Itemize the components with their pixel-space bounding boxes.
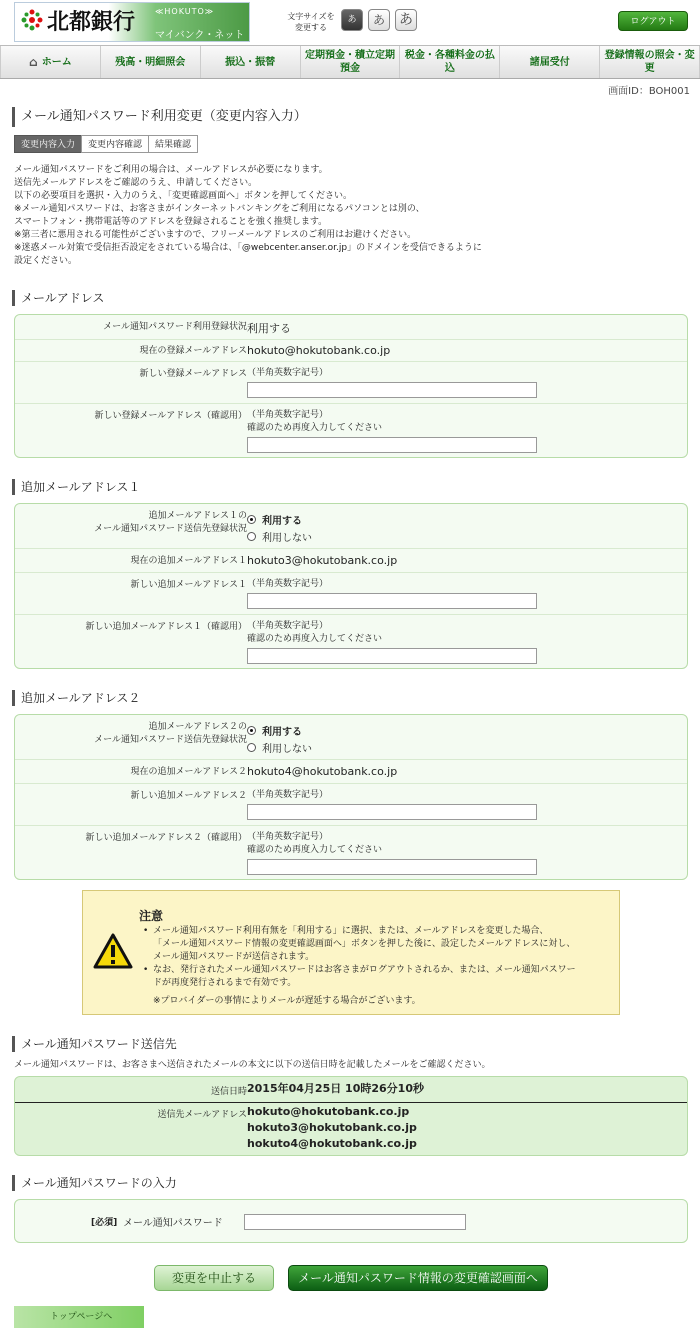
section-title-mail: メールアドレス xyxy=(12,290,104,306)
intro-line: 送信先メールアドレスをご確認のうえ、申請してください。 xyxy=(14,178,258,188)
add1-new-input[interactable] xyxy=(247,593,537,609)
nav-home[interactable] xyxy=(0,46,101,78)
radio-selected-icon xyxy=(247,726,256,735)
nav-balance[interactable]: 残高・明細照会 xyxy=(101,46,201,78)
add1-status-label-line1: 追加メールアドレス１の xyxy=(148,511,247,521)
bank-name: 北都銀行 xyxy=(47,9,136,35)
bank-logo-mark-icon xyxy=(21,9,43,31)
intro-text xyxy=(14,164,686,268)
mail-current-label: 現在の登録メールアドレス xyxy=(139,346,247,356)
add1-new-hint: （半角英数字記号） xyxy=(247,579,329,589)
home-icon: ⌂ xyxy=(29,54,38,69)
mail-new-hint: （半角英数字記号） xyxy=(247,368,329,378)
mail-status-label: メール通知パスワード利用登録状況 xyxy=(103,322,247,332)
notice-item xyxy=(143,964,613,990)
intro-line: ※メール通知パスワードは、お客さまがインターネットバンキングをご利用になるパソコンとは別の、 xyxy=(14,204,425,214)
font-size-label: 文字サイズを変更する xyxy=(287,12,335,32)
font-size-small-button[interactable]: あ xyxy=(341,9,363,31)
warning-icon xyxy=(93,933,133,969)
password-box xyxy=(14,1199,688,1243)
bank-logo[interactable] xyxy=(14,2,250,42)
add1-radio-use-label: 利用する xyxy=(262,516,302,527)
add2-radio-nouse-label: 利用しない xyxy=(262,744,312,755)
notice-box xyxy=(82,890,620,1015)
add1-new-label: 新しい追加メールアドレス１ xyxy=(130,580,247,590)
add2-confirm-note: 確認のため再度入力してください xyxy=(247,845,383,855)
mail-confirm-label: 新しい登録メールアドレス（確認用） xyxy=(94,411,247,421)
mail-new-input[interactable] xyxy=(247,382,537,398)
add2-radio-use[interactable] xyxy=(247,723,302,738)
nav-home-label: ホーム xyxy=(41,56,72,68)
intro-line: 以下の必要項目を選択・入力のうえ、「変更確認画面へ」ボタンを押してください。 xyxy=(14,191,353,201)
cancel-button[interactable]: 変更を中止する xyxy=(154,1265,274,1291)
nav-transfer[interactable]: 振込・振替 xyxy=(201,46,301,78)
add1-confirm-label: 新しい追加メールアドレス１（確認用） xyxy=(85,622,247,632)
add2-radio-nouse[interactable] xyxy=(247,740,312,755)
add2-box xyxy=(14,714,688,880)
step-indicator xyxy=(14,135,197,153)
send-info-box xyxy=(14,1076,688,1156)
add2-new-label: 新しい追加メールアドレス２ xyxy=(130,791,247,801)
add2-new-hint: （半角英数字記号） xyxy=(247,790,329,800)
font-size-medium-button[interactable]: あ xyxy=(368,9,390,31)
nav-notifications[interactable]: 諸届受付 xyxy=(500,46,600,78)
add1-radio-nouse-label: 利用しない xyxy=(262,533,312,544)
step-result: 結果確認 xyxy=(148,135,198,153)
mail-confirm-note: 確認のため再度入力してください xyxy=(247,423,383,433)
screen-id: 画面ID：BOH001 xyxy=(608,86,690,97)
notice-text: メール通知パスワード利用有無を「利用する」に選択、または、メールアドレスを変更した場合、 xyxy=(153,926,549,936)
step-input: 変更内容入力 xyxy=(14,135,82,153)
send-to-value-1: hokuto@hokutobank.co.jp xyxy=(247,1105,410,1118)
add2-status-label xyxy=(94,721,247,747)
page-title: メール通知パスワード利用変更（変更内容入力） xyxy=(12,107,684,127)
mail-current-value: hokuto@hokutobank.co.jp xyxy=(247,344,391,357)
section-title-pw: メール通知パスワードの入力 xyxy=(12,1175,177,1191)
send-description: メール通知パスワードは、お客さまへ送信されたメールの本文に以下の送信日時を記載したメールをご確認ください。 xyxy=(14,1060,491,1070)
mail-new-label: 新しい登録メールアドレス xyxy=(139,369,247,379)
nav-payment[interactable]: 税金・各種料金の払込 xyxy=(400,46,500,78)
intro-line: ※迷惑メール対策で受信拒否設定をされている場合は、「@webcenter.anser.or.jp」のドメインを受信できるように xyxy=(14,243,482,253)
nav-settings[interactable]: 登録情報の照会・変更 xyxy=(600,46,700,78)
required-badge: [必須] xyxy=(91,1218,118,1228)
add2-status-label-line1: 追加メールアドレス２の xyxy=(148,722,247,732)
send-date-value: 2015年04月25日 10時26分10秒 xyxy=(247,1082,424,1095)
notice-text: ドが再度発行されるまで有効です。 xyxy=(153,978,297,988)
add2-radio-use-label: 利用する xyxy=(262,727,302,738)
logout-button[interactable]: ログアウト xyxy=(618,11,688,31)
top-page-button[interactable]: トップページへ xyxy=(14,1306,144,1328)
bank-sub-bottom: マイバンク・ネット xyxy=(155,30,245,41)
radio-unselected-icon xyxy=(247,532,256,541)
add1-status-label xyxy=(94,510,247,536)
add2-confirm-hint: （半角英数字記号） xyxy=(247,832,329,842)
intro-line: 設定ください。 xyxy=(14,256,78,266)
intro-line: ※第三者に悪用される可能性がございますので、フリーメールアドレスのご利用はお避けください。 xyxy=(14,230,417,240)
add1-confirm-input[interactable] xyxy=(247,648,537,664)
section-title-add2: 追加メールアドレス２ xyxy=(12,690,140,706)
add2-status-label-line2: メール通知パスワード送信先登録状況 xyxy=(94,735,247,745)
mail-address-box xyxy=(14,314,688,458)
radio-unselected-icon xyxy=(247,743,256,752)
intro-line: スマートフォン・携帯電話等のアドレスを登録されることを強く推奨します。 xyxy=(14,217,328,227)
send-date-label: 送信日時 xyxy=(210,1087,247,1097)
password-label: メール通知パスワード xyxy=(123,1218,223,1229)
add1-radio-use[interactable] xyxy=(247,512,302,527)
notice-title: 注意 xyxy=(139,909,164,923)
add1-confirm-note: 確認のため再度入力してください xyxy=(247,634,383,644)
notice-note: ※プロバイダーの事情によりメールが遅延する場合がございます。 xyxy=(153,996,421,1006)
global-nav xyxy=(0,45,700,79)
mail-confirm-input[interactable] xyxy=(247,437,537,453)
add2-confirm-label: 新しい追加メールアドレス２（確認用） xyxy=(85,833,247,843)
add2-new-input[interactable] xyxy=(247,804,537,820)
radio-selected-icon xyxy=(247,515,256,524)
send-to-value-2: hokuto3@hokutobank.co.jp xyxy=(247,1121,417,1134)
font-size-large-button[interactable]: あ xyxy=(395,9,417,31)
notice-text: メール通知パスワードが送信されます。 xyxy=(153,952,315,962)
add1-current-value: hokuto3@hokutobank.co.jp xyxy=(247,554,398,567)
notice-item xyxy=(143,925,613,964)
add1-radio-nouse[interactable] xyxy=(247,529,312,544)
notice-text: 「メール通知パスワード情報の変更確認画面へ」ボタンを押した後に、設定したメールアドレスに対し、 xyxy=(153,939,576,949)
notice-list xyxy=(143,925,613,990)
confirm-button[interactable]: メール通知パスワード情報の変更確認画面へ xyxy=(288,1265,548,1291)
add1-current-label: 現在の追加メールアドレス１ xyxy=(130,556,247,566)
send-to-label: 送信先メールアドレス xyxy=(157,1110,247,1120)
add1-confirm-hint: （半角英数字記号） xyxy=(247,621,329,631)
bank-sub-top: ≪HOKUTO≫ xyxy=(155,7,215,16)
password-input[interactable] xyxy=(244,1214,466,1230)
add2-confirm-input[interactable] xyxy=(247,859,537,875)
add2-current-label: 現在の追加メールアドレス２ xyxy=(130,767,247,777)
notice-text: なお、発行されたメール通知パスワードはお客さまがログアウトされるか、または、メール通知パスワー xyxy=(153,965,576,975)
step-confirm: 変更内容確認 xyxy=(81,135,149,153)
mail-confirm-hint: （半角英数字記号） xyxy=(247,410,329,420)
add1-status-label-line2: メール通知パスワード送信先登録状況 xyxy=(94,524,247,534)
add1-box xyxy=(14,503,688,669)
intro-line: メール通知パスワードをご利用の場合は、メールアドレスが必要になります。 xyxy=(14,165,328,175)
add2-current-value: hokuto4@hokutobank.co.jp xyxy=(247,765,398,778)
section-title-send: メール通知パスワード送信先 xyxy=(12,1036,177,1052)
mail-status-value: 利用する xyxy=(247,322,291,335)
nav-deposit[interactable]: 定期預金・積立定期預金 xyxy=(301,46,401,78)
section-title-add1: 追加メールアドレス１ xyxy=(12,479,140,495)
send-to-value-3: hokuto4@hokutobank.co.jp xyxy=(247,1137,417,1150)
